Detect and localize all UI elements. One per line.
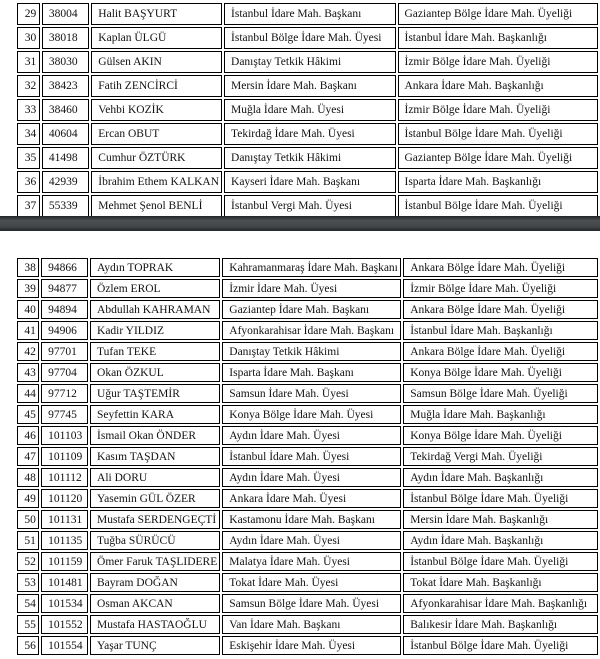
name-cell: Mehmet Şenol BENLİ bbox=[91, 195, 222, 217]
table-row bbox=[17, 258, 598, 277]
current-position-cell: Danıştay Tetkik Hâkimi bbox=[224, 51, 395, 73]
registry-number-cell: 101135 bbox=[41, 531, 88, 550]
new-position-cell: İstanbul Bölge İdare Mah. Üyeliği bbox=[403, 489, 598, 508]
registry-number-cell: 97712 bbox=[41, 384, 88, 403]
name-cell: Abdullah KAHRAMAN bbox=[90, 300, 220, 319]
registry-number-cell: 101159 bbox=[41, 552, 88, 571]
new-position-cell: İstanbul İdare Mah. Başkanlığı bbox=[398, 27, 599, 49]
row-number-cell: 44 bbox=[17, 384, 39, 403]
registry-number-cell: 101554 bbox=[41, 636, 88, 655]
registry-number-cell: 101109 bbox=[41, 447, 88, 466]
current-position-cell: Danıştay Tetkik Hâkimi bbox=[222, 342, 401, 361]
current-position-cell: Samsun Bölge İdare Mah. Üyesi bbox=[222, 594, 401, 613]
name-cell: Halit BAŞYURT bbox=[91, 3, 222, 25]
registry-number-cell: 101552 bbox=[41, 615, 88, 634]
table-row bbox=[17, 573, 598, 592]
table-row bbox=[17, 363, 598, 382]
name-cell: Uğur TAŞTEMİR bbox=[90, 384, 220, 403]
new-position-cell: Ankara Bölge İdare Mah. Üyeliği bbox=[403, 258, 598, 277]
row-number-cell: 47 bbox=[17, 447, 39, 466]
current-position-cell: Ankara İdare Mah. Üyesi bbox=[222, 489, 401, 508]
name-cell: Osman AKCAN bbox=[90, 594, 220, 613]
current-position-cell: İzmir İdare Mah. Üyesi bbox=[222, 279, 401, 298]
row-number-cell: 40 bbox=[17, 300, 39, 319]
row-number-cell: 53 bbox=[17, 573, 39, 592]
registry-number-cell: 38004 bbox=[42, 3, 89, 25]
current-position-cell: Eskişehir İdare Mah. Üyesi bbox=[222, 636, 401, 655]
row-number-cell: 54 bbox=[17, 594, 39, 613]
registry-number-cell: 101131 bbox=[41, 510, 88, 529]
row-number-cell: 56 bbox=[17, 636, 39, 655]
new-position-cell: Samsun Bölge İdare Mah. Üyeliği bbox=[403, 384, 598, 403]
registry-number-cell: 40604 bbox=[42, 123, 89, 145]
table-row bbox=[17, 426, 598, 445]
table-row bbox=[17, 594, 598, 613]
name-cell: Seyfettin KARA bbox=[90, 405, 220, 424]
appointments-table-page-2 bbox=[15, 256, 600, 657]
current-position-cell: Muğla İdare Mah. Üyesi bbox=[224, 99, 395, 121]
registry-number-cell: 94877 bbox=[41, 279, 88, 298]
name-cell: İbrahim Ethem KALKAN bbox=[91, 171, 222, 193]
name-cell: Vehbi KOZİK bbox=[91, 99, 222, 121]
current-position-cell: İstanbul Vergi Mah. Üyesi bbox=[224, 195, 395, 217]
registry-number-cell: 101120 bbox=[41, 489, 88, 508]
table-row bbox=[17, 384, 598, 403]
row-number-cell: 32 bbox=[17, 75, 40, 97]
registry-number-cell: 38423 bbox=[42, 75, 89, 97]
row-number-cell: 45 bbox=[17, 405, 39, 424]
row-number-cell: 30 bbox=[17, 27, 40, 49]
table-row bbox=[17, 147, 598, 169]
name-cell: Kasım TAŞDAN bbox=[90, 447, 220, 466]
current-position-cell: Isparta İdare Mah. Başkanı bbox=[222, 363, 401, 382]
new-position-cell: Ankara Bölge İdare Mah. Üyeliği bbox=[403, 342, 598, 361]
row-number-cell: 41 bbox=[17, 321, 39, 340]
row-number-cell: 49 bbox=[17, 489, 39, 508]
new-position-cell: Tekirdağ Vergi Mah. Üyeliği bbox=[403, 447, 598, 466]
current-position-cell: Tokat İdare Mah. Üyesi bbox=[222, 573, 401, 592]
table-row bbox=[17, 468, 598, 487]
current-position-cell: Afyonkarahisar İdare Mah. Başkanı bbox=[222, 321, 401, 340]
current-position-cell: Kastamonu İdare Mah. Başkanı bbox=[222, 510, 401, 529]
table-row bbox=[17, 552, 598, 571]
name-cell: Kadir YILDIZ bbox=[90, 321, 220, 340]
new-position-cell: Isparta İdare Mah. Başkanlığı bbox=[398, 171, 599, 193]
new-position-cell: Afyonkarahisar İdare Mah. Başkanlığı bbox=[403, 594, 598, 613]
current-position-cell: Tekirdağ İdare Mah. Üyesi bbox=[224, 123, 395, 145]
new-position-cell: Konya Bölge İdare Mah. Üyeliği bbox=[403, 426, 598, 445]
current-position-cell: Samsun İdare Mah. Üyesi bbox=[222, 384, 401, 403]
current-position-cell: Kayseri İdare Mah. Başkanı bbox=[224, 171, 395, 193]
row-number-cell: 36 bbox=[17, 171, 40, 193]
registry-number-cell: 38460 bbox=[42, 99, 89, 121]
new-position-cell: Gaziantep Bölge İdare Mah. Üyeliği bbox=[398, 3, 599, 25]
row-number-cell: 37 bbox=[17, 195, 40, 217]
current-position-cell: Danıştay Tetkik Hâkimi bbox=[224, 147, 395, 169]
registry-number-cell: 94894 bbox=[41, 300, 88, 319]
current-position-cell: Malatya İdare Mah. Üyesi bbox=[222, 552, 401, 571]
page-separator-bar bbox=[0, 216, 600, 231]
name-cell: Ömer Faruk TAŞLIDERE bbox=[90, 552, 220, 571]
registry-number-cell: 97745 bbox=[41, 405, 88, 424]
name-cell: Yasemin GÜL ÖZER bbox=[90, 489, 220, 508]
new-position-cell: Ankara Bölge İdare Mah. Üyeliği bbox=[403, 300, 598, 319]
row-number-cell: 48 bbox=[17, 468, 39, 487]
new-position-cell: Konya Bölge İdare Mah. Üyeliği bbox=[403, 363, 598, 382]
table-row bbox=[17, 195, 598, 217]
registry-number-cell: 94906 bbox=[41, 321, 88, 340]
name-cell: Aydın TOPRAK bbox=[90, 258, 220, 277]
table-row bbox=[17, 75, 598, 97]
table-row bbox=[17, 3, 598, 25]
name-cell: Mustafa SERDENGEÇTİ bbox=[90, 510, 220, 529]
name-cell: Ercan OBUT bbox=[91, 123, 222, 145]
row-number-cell: 43 bbox=[17, 363, 39, 382]
current-position-cell: Kahramanmaraş İdare Mah. Başkanı bbox=[222, 258, 401, 277]
registry-number-cell: 101481 bbox=[41, 573, 88, 592]
new-position-cell: İstanbul Bölge İdare Mah. Üyeliği bbox=[398, 123, 599, 145]
table-row bbox=[17, 405, 598, 424]
table-row bbox=[17, 636, 598, 655]
new-position-cell: İstanbul Bölge İdare Mah. Üyeliği bbox=[403, 636, 598, 655]
row-number-cell: 34 bbox=[17, 123, 40, 145]
new-position-cell: Tokat İdare Mah. Başkanlığı bbox=[403, 573, 598, 592]
name-cell: Gülsen AKIN bbox=[91, 51, 222, 73]
new-position-cell: Ankara İdare Mah. Başkanlığı bbox=[398, 75, 599, 97]
row-number-cell: 31 bbox=[17, 51, 40, 73]
row-number-cell: 29 bbox=[17, 3, 40, 25]
current-position-cell: Konya Bölge İdare Mah. Üyesi bbox=[222, 405, 401, 424]
table-row bbox=[17, 123, 598, 145]
table-row bbox=[17, 489, 598, 508]
row-number-cell: 55 bbox=[17, 615, 39, 634]
current-position-cell: Aydın İdare Mah. Üyesi bbox=[222, 426, 401, 445]
registry-number-cell: 41498 bbox=[42, 147, 89, 169]
row-number-cell: 38 bbox=[17, 258, 39, 277]
registry-number-cell: 97701 bbox=[41, 342, 88, 361]
new-position-cell: Aydın İdare Mah. Başkanlığı bbox=[403, 468, 598, 487]
row-number-cell: 35 bbox=[17, 147, 40, 169]
row-number-cell: 39 bbox=[17, 279, 39, 298]
row-number-cell: 46 bbox=[17, 426, 39, 445]
name-cell: Özlem EROL bbox=[90, 279, 220, 298]
new-position-cell: İstanbul Bölge İdare Mah. Üyeliği bbox=[398, 195, 599, 217]
new-position-cell: Gaziantep Bölge İdare Mah. Üyeliği bbox=[398, 147, 599, 169]
current-position-cell: Aydın İdare Mah. Üyesi bbox=[222, 468, 401, 487]
current-position-cell: Mersin İdare Mah. Başkanı bbox=[224, 75, 395, 97]
row-number-cell: 33 bbox=[17, 99, 40, 121]
current-position-cell: Aydın İdare Mah. Üyesi bbox=[222, 531, 401, 550]
new-position-cell: İstanbul İdare Mah. Başkanlığı bbox=[403, 321, 598, 340]
current-position-cell: Van İdare Mah. Başkanı bbox=[222, 615, 401, 634]
name-cell: İsmail Okan ÖNDER bbox=[90, 426, 220, 445]
table-row bbox=[17, 615, 598, 634]
registry-number-cell: 42939 bbox=[42, 171, 89, 193]
current-position-cell: Gaziantep İdare Mah. Başkanı bbox=[222, 300, 401, 319]
appointments-table-body bbox=[17, 3, 598, 217]
registry-number-cell: 101103 bbox=[41, 426, 88, 445]
table-row bbox=[17, 171, 598, 193]
table-row bbox=[17, 99, 598, 121]
new-position-cell: Mersin İdare Mah. Başkanlığı bbox=[403, 510, 598, 529]
registry-number-cell: 38030 bbox=[42, 51, 89, 73]
name-cell: Yaşar TUNÇ bbox=[90, 636, 220, 655]
appointments-table-page-1 bbox=[15, 1, 600, 219]
row-number-cell: 51 bbox=[17, 531, 39, 550]
name-cell: Bayram DOĞAN bbox=[90, 573, 220, 592]
registry-number-cell: 101112 bbox=[41, 468, 88, 487]
name-cell: Kaplan ÜLGÜ bbox=[91, 27, 222, 49]
table-row bbox=[17, 531, 598, 550]
current-position-cell: İstanbul Bölge İdare Mah. Üyesi bbox=[224, 27, 395, 49]
table-row bbox=[17, 321, 598, 340]
registry-number-cell: 55339 bbox=[42, 195, 89, 217]
new-position-cell: Balıkesir İdare Mah. Başkanlığı bbox=[403, 615, 598, 634]
registry-number-cell: 101534 bbox=[41, 594, 88, 613]
new-position-cell: İstanbul Bölge İdare Mah. Üyeliği bbox=[403, 552, 598, 571]
row-number-cell: 52 bbox=[17, 552, 39, 571]
table-row bbox=[17, 447, 598, 466]
name-cell: Ali DORU bbox=[90, 468, 220, 487]
table-row bbox=[17, 300, 598, 319]
table-row bbox=[17, 27, 598, 49]
table-row bbox=[17, 510, 598, 529]
registry-number-cell: 94866 bbox=[41, 258, 88, 277]
name-cell: Tuğba SÜRÜCÜ bbox=[90, 531, 220, 550]
current-position-cell: İstanbul İdare Mah. Başkanı bbox=[224, 3, 395, 25]
name-cell: Mustafa HASTAOĞLU bbox=[90, 615, 220, 634]
name-cell: Fatih ZENCİRCİ bbox=[91, 75, 222, 97]
name-cell: Tufan TEKE bbox=[90, 342, 220, 361]
current-position-cell: İstanbul İdare Mah. Üyesi bbox=[222, 447, 401, 466]
new-position-cell: Aydın İdare Mah. Başkanlığı bbox=[403, 531, 598, 550]
registry-number-cell: 97704 bbox=[41, 363, 88, 382]
row-number-cell: 50 bbox=[17, 510, 39, 529]
registry-number-cell: 38018 bbox=[42, 27, 89, 49]
table-row bbox=[17, 51, 598, 73]
appointments-table-body bbox=[17, 258, 598, 655]
table-row bbox=[17, 342, 598, 361]
name-cell: Cumhur ÖZTÜRK bbox=[91, 147, 222, 169]
table-row bbox=[17, 279, 598, 298]
name-cell: Okan ÖZKUL bbox=[90, 363, 220, 382]
new-position-cell: İzmir Bölge İdare Mah. Üyeliği bbox=[403, 279, 598, 298]
row-number-cell: 42 bbox=[17, 342, 39, 361]
new-position-cell: İzmir Bölge İdare Mah. Üyeliği bbox=[398, 51, 599, 73]
new-position-cell: Muğla İdare Mah. Başkanlığı bbox=[403, 405, 598, 424]
new-position-cell: İzmir Bölge İdare Mah. Üyeliği bbox=[398, 99, 599, 121]
